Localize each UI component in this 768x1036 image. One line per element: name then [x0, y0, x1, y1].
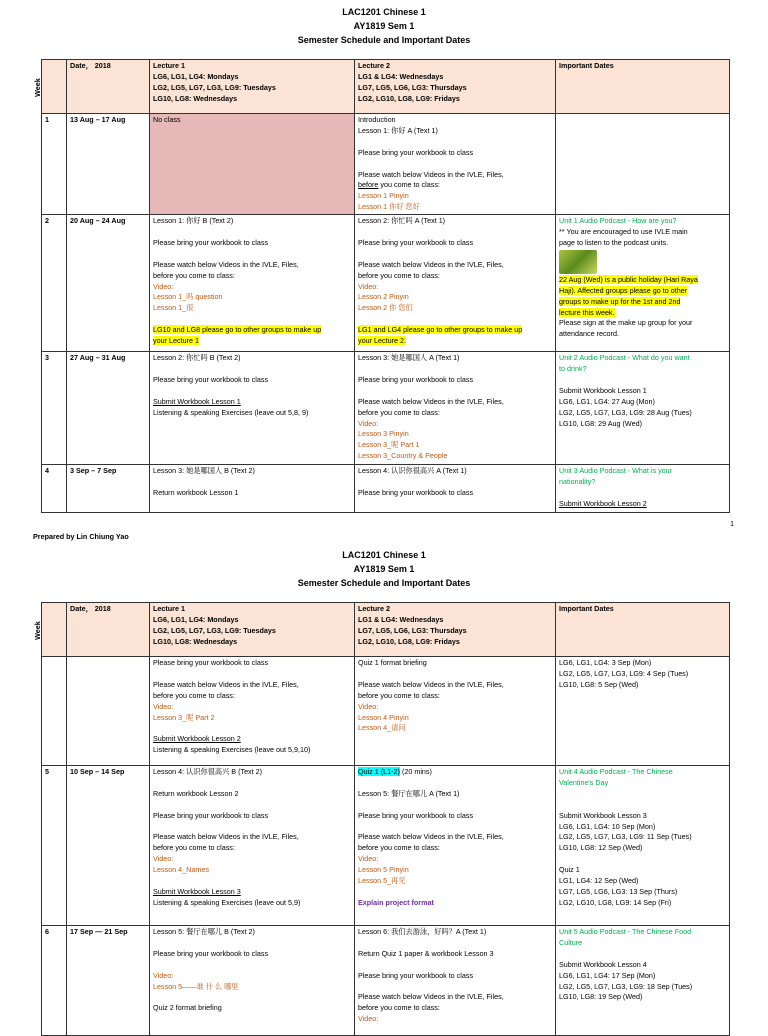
date-header: Date， 2018: [67, 60, 150, 114]
week-header: Week: [42, 60, 67, 114]
table-row: 5 10 Sep – 14 Sep Lesson 4: 认识你很高兴 B (Text 2) Return workbook Lesson 2 Please bring your workbook to class Please watch below Videos in the IVLE, Files, before you come to class: Video: Lesson 4_Names Submit Workbook Lesson 3 Listening & speaking Exercises (leave out 5,9) Quiz 1 (L1-2) (20 mins) Lesson 5: 餐厅在哪儿 A (Text 1) Please bring your workbook to class Please watch below Videos in the IVLE, Files, before you come to class: Video: Lesson 5 Pinyin Lesson 5_再见 Explain project format Unit 4 Audio Podcast - The Chinese Valentine's Day Submit Workbook Lesson 3 LG6, LG1, LG4: 10 Sep (Mon) LG2, LG5, LG7, LG3, LG9: 11 Sep (Tues) LG10, LG8: 12 Sep (Wed) Quiz 1 LG1, LG4: 12 Sep (Wed) LG7, LG5, LG6, LG3: 13 Sep (Thurs) LG2, LG10, LG8, LG9: 14 Sep (Fri): [42, 766, 730, 926]
lecture2-header: Lecture 2 LG1 & LG4: Wednesdays LG7, LG5, LG6, LG3: Thursdays LG2, LG10, LG8, LG9: Fridays: [355, 603, 556, 657]
prepared-by: Prepared by Lin Chiung Yao: [33, 532, 129, 541]
lecture1-header: Lecture 1 LG6, LG1, LG4: Mondays LG2, LG5, LG7, LG3, LG9: Tuesdays LG10, LG8: Wednesdays: [150, 60, 355, 114]
table-row: 2 20 Aug – 24 Aug Lesson 1: 你好 B (Text 2) Please bring your workbook to class Please watch below Videos in the IVLE, Files, before you come to class: Video: Lesson 1_吗 question Lesson 1_很 LG10 and LG8 please go to other groups to make up your Lecture 1 Lesson 2: 你忙吗 A (Text 1) Please bring your workbook to class Please watch below Videos in the IVLE, Files, before you come to class: Video: Lesson 2 Pinyin Lesson 2 你 您们 LG1 and LG4 please go to other groups to make up your Lecture 2. Unit 1 Audio Podcast - How are you? ** You are encouraged to use IVLE main page to listen to the podcast units. 22 Aug (Wed) is a public holiday (Hari Raya Haji). Affected groups please go to other groups to make up for the 1st and 2nd lecture this week. Please sign at the make up group for your attendance record.: [42, 215, 730, 352]
no-class-cell: No class: [150, 114, 355, 215]
subtitle: Semester Schedule and Important Dates: [297, 35, 471, 45]
course-title: LAC1201 Chinese 1: [342, 7, 426, 17]
important-header: Important Dates: [556, 60, 730, 114]
week-header: Week: [42, 603, 67, 657]
lecture1-header: Lecture 1 LG6, LG1, LG4: Mondays LG2, LG5, LG7, LG3, LG9: Tuesdays LG10, LG8: Wednesdays: [150, 603, 355, 657]
schedule-table: [33, 59, 730, 513]
term-title-2: AY1819 Sem 1: [353, 564, 415, 574]
table-row: 6 17 Sep — 21 Sep Lesson 5: 餐厅在哪儿 B (Text 2) Please bring your workbook to class Video: Lesson 5——谁 什 么 哪里 Quiz 2 format briefing Lesson 6: 我们去游泳，好吗？A (Text 1) Return Quiz 1 paper & workbook Lesson 3 Please bring your workbook to class Please watch below Videos in the IVLE, Files, before you come to class: Video: Unit 5 Audio Podcast - The Chinese Food Culture Submit Workbook Lesson 4 LG6, LG1, LG4: 17 Sep (Mon) LG2, LG5, LG7, LG3, LG9: 18 Sep (Tues) LG10, LG8: 19 Sep (Wed): [42, 926, 730, 1036]
holiday-image: [559, 250, 597, 274]
schedule-table-2: [33, 602, 730, 1036]
term-title: AY1819 Sem 1: [353, 21, 415, 31]
important-header: Important Dates: [556, 603, 730, 657]
subtitle-2: Semester Schedule and Important Dates: [297, 578, 471, 588]
course-title-2: LAC1201 Chinese 1: [342, 550, 426, 560]
table-row: 4 3 Sep – 7 Sep Lesson 3: 她是哪国人 B (Text 2) Return workbook Lesson 1 Lesson 4: 认识你很高兴 A (Text 1) Please bring your workbook to class Unit 3 Audio Podcast - What is your nationality? Submit Workbook Lesson 2: [42, 465, 730, 513]
table-row: Please bring your workbook to class Please watch below Videos in the IVLE, Files, before you come to class: Video: Lesson 3_呢 Part 2 Submit Workbook Lesson 2 Listening & speaking Exercises (leave out 5,9,10) Quiz 1 format briefing Please watch below Videos in the IVLE, Files, before you come to class: Video: Lesson 4 Pinyin Lesson 4_请问 LG6, LG1, LG4: 3 Sep (Mon) LG2, LG5, LG7, LG3, LG9: 4 Sep (Tues) LG10, LG8: 5 Sep (Wed): [42, 657, 730, 766]
date-header: Date， 2018: [67, 603, 150, 657]
table-row: 3 27 Aug – 31 Aug Lesson 2: 你忙吗 B (Text 2) Please bring your workbook to class Submit Workbook Lesson 1 Listening & speaking Exercises (leave out 5,8, 9) Lesson 3: 她是哪国人 A (Text 1) Please bring your workbook to class Please watch below Videos in the IVLE, Files, before you come to class: Video: Lesson 3 Pinyin Lesson 3_呢 Part 1 Lesson 3_Country & People Unit 2 Audio Podcast - What do you want to drink? Submit Workbook Lesson 1 LG6, LG1, LG4: 27 Aug (Mon) LG2, LG5, LG7, LG3, LG9: 28 Aug (Tues) LG10, LG8: 29 Aug (Wed): [42, 352, 730, 465]
lecture2-header: Lecture 2 LG1 & LG4: Wednesdays LG7, LG5, LG6, LG3: Thursdays LG2, LG10, LG8, LG9: Fridays: [355, 60, 556, 114]
page-number: 1: [730, 519, 734, 528]
table-row: 1 13 Aug – 17 Aug No class Introduction Lesson 1: 你好 A (Text 1) Please bring your workbook to class Please watch below Videos in the IVLE, Files, before you come to class: Lesson 1 Pinyin Lesson 1 你好 您好: [42, 114, 730, 215]
